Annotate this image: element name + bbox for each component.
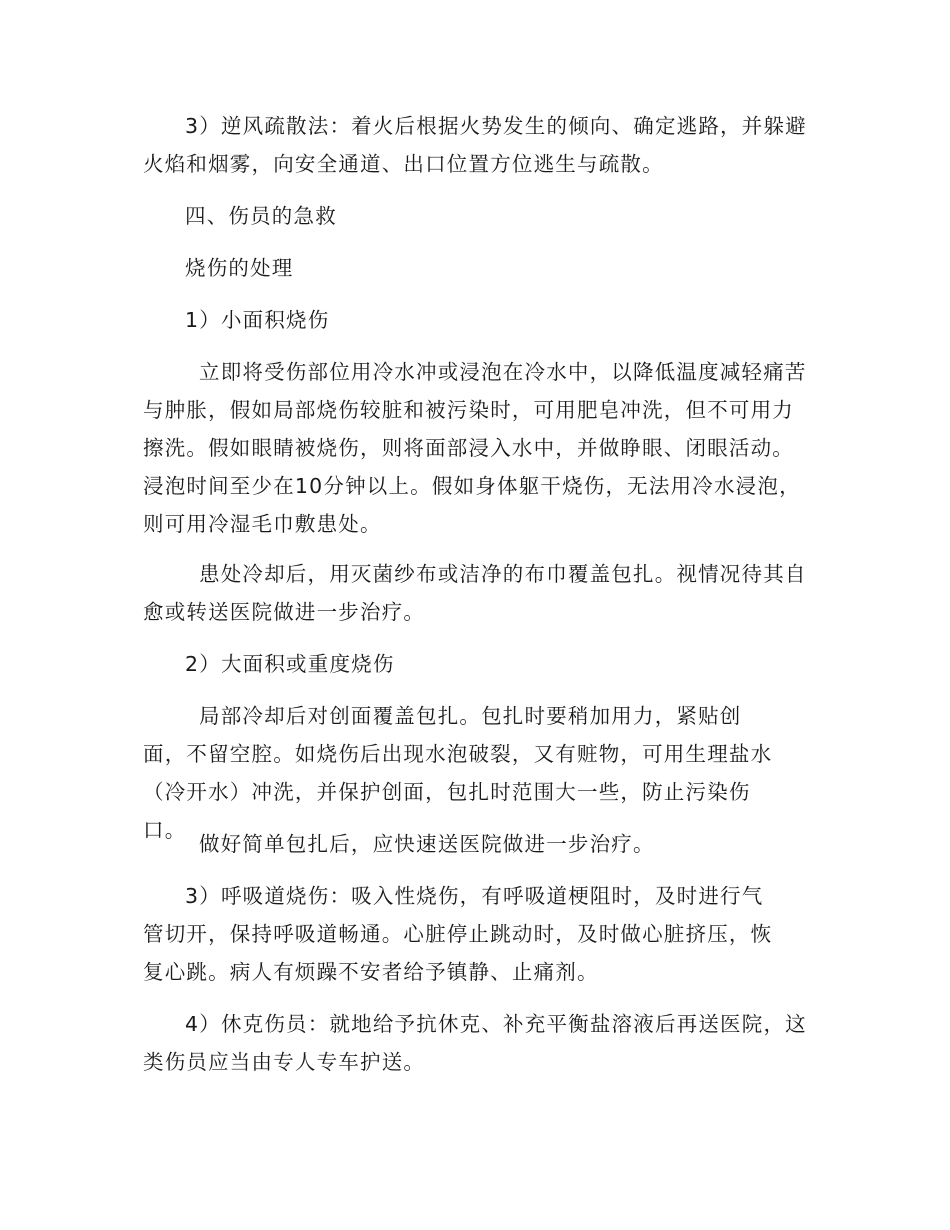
item-heading-small-area-burn: 1）小面积烧伤 xyxy=(185,308,330,332)
paragraph-large-area-burn: 局部冷却后对创面覆盖包扎。包扎时要稍加用力，紧贴创面，不留空腔。如烧伤后出现水泡破裂，又有赃物，可用生理盐水（冷开水）冲洗，并保护创面，包扎时范围大一些，防止污染伤口。 xyxy=(143,704,773,842)
paragraph-shock-casualty: 4）休克伤员：就地给予抗休克、补充平衡盐溶液后再送医院，这类伤员应当由专人专车护送。 xyxy=(143,1012,807,1074)
paragraph-send-to-hospital: 做好简单包扎后，应快速送医院做进一步治疗。 xyxy=(199,832,655,856)
subheading-burn-treatment: 烧伤的处理 xyxy=(185,256,294,280)
paragraph-after-cooling: 患处冷却后，用灭菌纱布或洁净的布巾覆盖包扎。视情况待其自愈或转送医院做进一步治疗。 xyxy=(143,562,807,624)
item-heading-large-area-burn: 2）大面积或重度烧伤 xyxy=(185,652,395,676)
paragraph-reverse-wind-evacuation: 3）逆风疏散法：着火后根据火势发生的倾向、确定逃路，并躲避火焰和烟雾，向安全通道、出口位置方位逃生与疏散。 xyxy=(143,114,807,176)
paragraph-small-area-burn: 立即将受伤部位用冷水冲或浸泡在冷水中，以降低温度减轻痛苦与肿胀，假如局部烧伤较脏和被污染时，可用肥皂冲洗，但不可用力擦洗。假如眼睛被烧伤，则将面部浸入水中，并做睁眼、闭眼活动。浸泡时间至少在10分钟以上。假如身体躯干烧伤，无法用冷水浸泡，则可用冷湿毛巾敷患处。 xyxy=(143,360,807,536)
paragraph-respiratory-burn: 3）呼吸道烧伤：吸入性烧伤，有呼吸道梗阻时，及时进行气管切开，保持呼吸道畅通。心脏停止跳动时，及时做心脏挤压，恢复心跳。病人有烦躁不安者给予镇静、止痛剂。 xyxy=(143,884,773,984)
section-heading-first-aid: 四、伤员的急救 xyxy=(185,204,337,228)
